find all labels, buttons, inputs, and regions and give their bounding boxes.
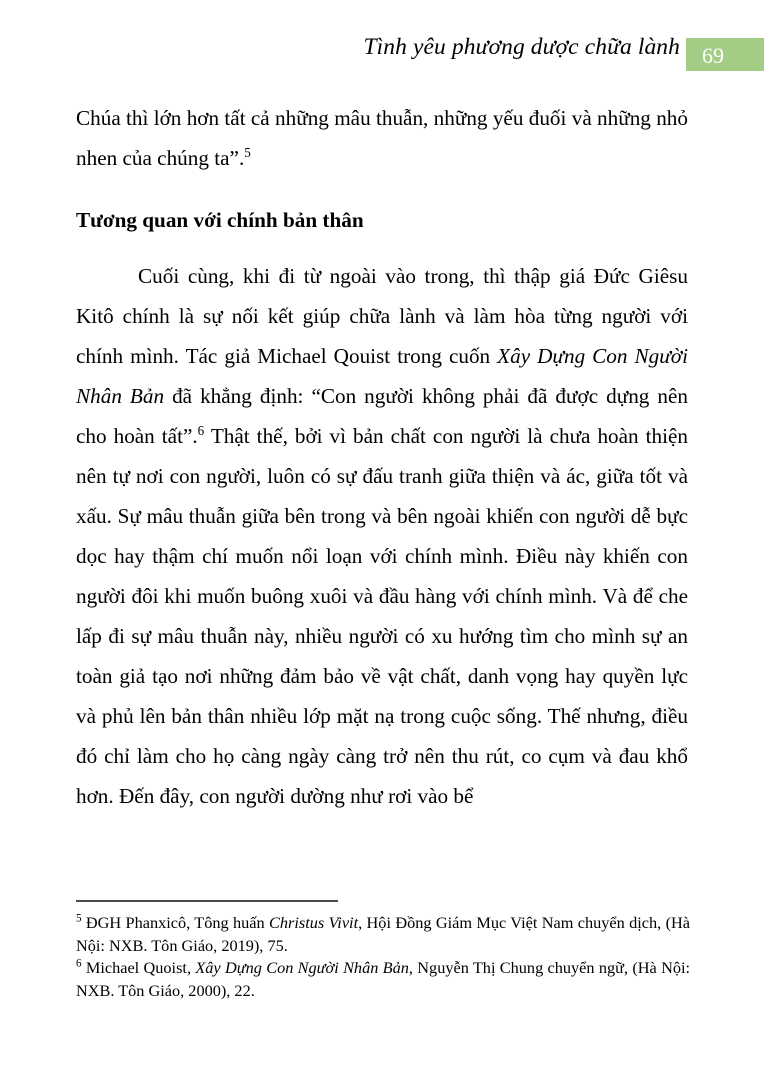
footnote-5-part-2: , Hội Đồng Giám Mục Việt Nam chuyển dịch, (Hà Nội: NXB. Tôn Giáo, 2019), 75.: [76, 913, 690, 955]
section-heading: Tương quan với chính bản thân: [76, 208, 364, 232]
spacer: [76, 186, 688, 200]
footnote-separator-rule: [76, 900, 338, 902]
footnote-5-title: Christus Vivit: [269, 913, 359, 932]
quote-paragraph-text: Chúa thì lớn hơn tất cả những mâu thuẫn, những yếu đuối và những nhỏ nhen của chúng ta”.: [76, 106, 688, 170]
footnote-6-part-1: Michael Quoist,: [81, 958, 196, 977]
main-paragraph: [76, 256, 688, 816]
spacer: [76, 240, 688, 256]
footnote-marker-6: 6: [76, 957, 82, 970]
quote-paragraph: [76, 98, 688, 178]
footnote-5-part-1: ĐGH Phanxicô, Tông huấn: [81, 913, 270, 932]
main-paragraph-part-3: Thật thế, bởi vì bản chất con người là chưa hoàn thiện nên tự nơi con người, luôn có sự đấu tranh giữa thiện và ác, giữa tốt và xấu. Sự mâu thuẫn giữa bên trong và bên ngoài khiến con người dễ bực dọc hay thậm chí muốn nổi loạn với chính mình. Điều này khiến con người đôi khi muốn buông xuôi và đầu hàng với chính mình. Và để che lấp đi sự mâu thuẫn này, nhiều người có xu hướng tìm cho mình sự an toàn giả tạo nơi những đảm bảo về vật chất, danh vọng hay quyền lực và phủ lên bản thân nhiều lớp mặt nạ trong cuộc sống. Thế nhưng, điều đó chỉ làm cho họ càng ngày càng trở nên thu rút, co cụm và đau khổ hơn. Đến đây, con người dường như rơi vào bể: [76, 424, 689, 808]
main-paragraph-part-1: Cuối cùng, khi đi từ ngoài vào trong, thì thập giá Đức Giêsu Kitô chính là sự nối kết giúp chữa lành và làm hòa từng người với chính mình. Tác giả Michael Qouist trong cuốn: [76, 264, 688, 368]
page-header: [0, 30, 764, 76]
footnotes-section: [76, 900, 690, 1002]
footnote-item: [76, 957, 690, 1002]
footnote-ref-6[interactable]: 6: [197, 422, 205, 438]
header-title: Tình yêu phương dược chữa lành: [363, 34, 680, 60]
footnote-6-title: Xây Dựng Con Người Nhân Bản: [195, 958, 409, 977]
footnote-item: [76, 912, 690, 957]
body-text-column: [76, 98, 688, 816]
footnote-marker-5: 5: [76, 912, 82, 925]
footnote-6-part-2: , Nguyễn Thị Chung chuyển ngữ, (Hà Nội: NXB. Tôn Giáo, 2000), 22.: [76, 958, 691, 1000]
page-number-badge: [686, 38, 764, 71]
book-title-citation: Xây Dựng Con Người Nhân Bản: [76, 344, 688, 408]
page-number: 69: [702, 43, 724, 68]
main-paragraph-part-2: đã khẳng định: “Con người không phải đã được dựng nên cho hoàn tất”.: [76, 384, 688, 448]
footnote-ref-5[interactable]: 5: [244, 144, 251, 160]
